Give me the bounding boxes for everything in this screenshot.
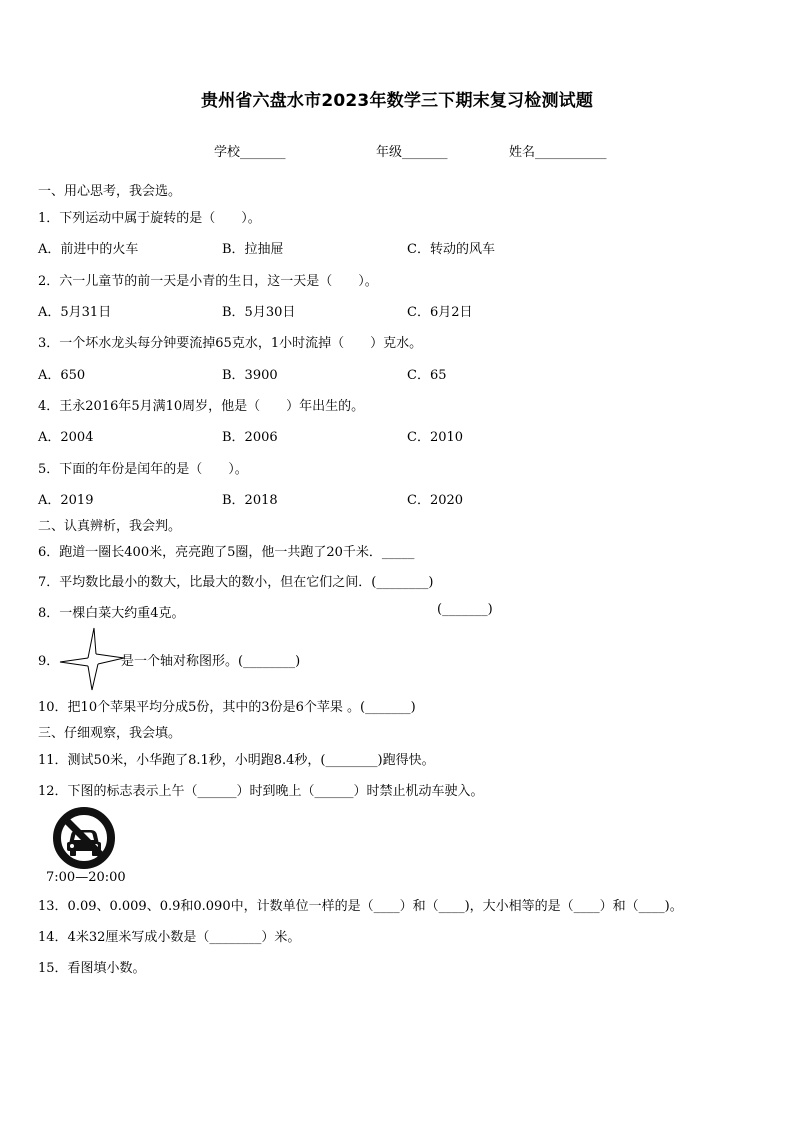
q2-option-c: C．6月2日 [407,305,473,320]
question-15: 15．看图填小数。 [38,961,146,976]
q4-option-b: B．2006 [222,430,278,445]
question-7: 7．平均数比最小的数大，比最大的数小，但在它们之间．(________) [38,575,434,590]
question-1: 1．下列运动中属于旋转的是（ ）。 [38,211,261,226]
question-8: 8．一棵白菜大约重4克。 [38,606,185,621]
section-heading-choice: 一、用心思考，我会选。 [38,184,182,199]
pinwheel-figure [58,626,124,692]
q8-answer-blank: (_______) [437,602,493,617]
grade-field: 年级_______ [376,145,448,160]
name-field: 姓名___________ [509,145,607,160]
question-13: 13．0.09、0.009、0.9和0.090中，计数单位一样的是（____）和（____)，大小相等的是（____）和（____)。 [38,899,683,914]
no-vehicle-sign-icon [52,806,116,870]
q5-option-c: C．2020 [407,493,464,508]
question-10: 10．把10个苹果平均分成5份，其中的3份是6个苹果 。(_______) [38,700,416,715]
section-heading-fill: 三、仔细观察，我会填。 [38,726,182,741]
q2-option-b: B．5月30日 [222,305,296,320]
sign-time-caption: 7:00—20:00 [46,870,126,885]
question-4: 4．王永2016年5月满10周岁，他是（ ）年出生的。 [38,399,365,414]
question-11: 11．测试50米，小华跑了8.1秒，小明跑8.4秒，(________)跑得快。 [38,753,435,768]
q3-option-b: B．3900 [222,368,278,383]
page-title: 贵州省六盘水市2023年数学三下期末复习检测试题 [200,91,594,111]
question-14: 14．4米32厘米写成小数是（________）米。 [38,930,301,945]
question-6: 6．跑道一圈长400米，亮亮跑了5圈，他一共跑了20千米．_____ [38,545,415,560]
question-3: 3．一个坏水龙头每分钟要流掉65克水，1小时流掉（ ）克水。 [38,336,423,351]
q4-option-a: A．2004 [38,430,94,445]
q4-option-c: C．2010 [407,430,464,445]
q9-number: 9． [38,654,60,669]
school-field: 学校_______ [214,145,286,160]
q1-option-a: A．前进中的火车 [38,242,139,257]
question-9: 是一个轴对称图形。(________) [121,654,301,669]
q5-option-a: A．2019 [38,493,94,508]
question-2: 2．六一儿童节的前一天是小青的生日，这一天是（ ）。 [38,274,378,289]
question-5: 5．下面的年份是闰年的是（ ）。 [38,462,248,477]
section-heading-judge: 二、认真辨析，我会判。 [38,519,182,534]
q5-option-b: B．2018 [222,493,278,508]
question-12: 12．下图的标志表示上午（______）时到晚上（______）时禁止机动车驶入。 [38,784,484,799]
q3-option-c: C．65 [407,368,447,383]
q2-option-a: A．5月31日 [38,305,112,320]
q1-option-b: B．拉抽屉 [222,242,284,257]
q3-option-a: A．650 [38,368,86,383]
q1-option-c: C．转动的风车 [407,242,495,257]
